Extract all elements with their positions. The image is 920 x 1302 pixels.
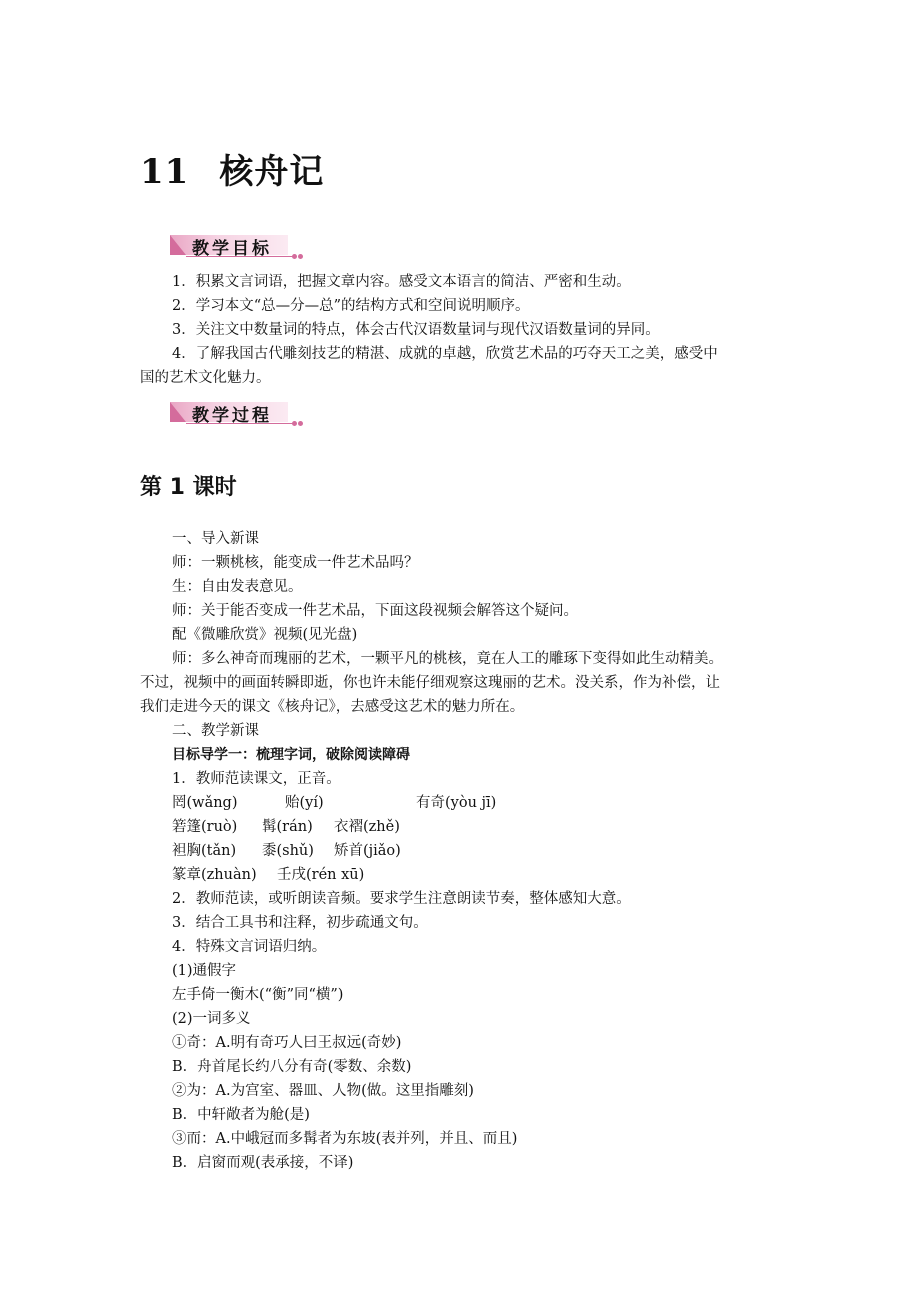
intro-line: 二、教学新课 bbox=[172, 723, 259, 739]
pinyin-item: 袒胸(tǎn) bbox=[172, 843, 237, 859]
intro-line: 师：关于能否变成一件艺术品，下面这段视频会解答这个疑问。 bbox=[172, 603, 578, 619]
banner-label: 教学过程 bbox=[192, 406, 272, 426]
step-line: B．启窗而观(表承接，不译) bbox=[172, 1155, 354, 1171]
pinyin-item: 黍(shǔ) bbox=[262, 843, 314, 859]
intro-line: 配《微雕欣赏》视频(见光盘) bbox=[172, 627, 358, 643]
lesson-number: 11 bbox=[140, 152, 190, 192]
step-line: ②为：A.为宫室、器皿、人物(做。这里指雕刻) bbox=[172, 1083, 474, 1099]
step-line: 2．教师范读，或听朗读音频。要求学生注意朗读节奏，整体感知大意。 bbox=[172, 891, 631, 907]
banner-dot bbox=[292, 254, 297, 259]
intro-line: 师：一颗桃核，能变成一件艺术品吗？ bbox=[172, 555, 419, 571]
process-banner bbox=[170, 400, 302, 428]
intro-line: 生：自由发表意见。 bbox=[172, 579, 303, 595]
step-line: B．中轩敞者为舱(是) bbox=[172, 1107, 310, 1123]
goal-guide-heading: 目标导学一：梳理字词，破除阅读障碍 bbox=[172, 747, 410, 763]
intro-line: 师：多么神奇而瑰丽的艺术，一颗平凡的桃核，竟在人工的雕琢下变得如此生动精美。 bbox=[172, 651, 723, 667]
goal-item-continued: 国的艺术文化魅力。 bbox=[140, 370, 271, 386]
step-line: ①奇：A.明有奇巧人曰王叔远(奇妙) bbox=[172, 1035, 402, 1051]
lesson-title: 核舟记 bbox=[219, 152, 325, 192]
goal-item: 1．积累文言词语，把握文章内容。感受文本语言的简洁、严密和生动。 bbox=[172, 274, 631, 290]
banner-corner bbox=[170, 402, 186, 422]
pinyin-item: 衣褶(zhě) bbox=[334, 819, 400, 835]
step-line: 4．特殊文言词语归纳。 bbox=[172, 939, 327, 955]
step-line: 3．结合工具书和注释，初步疏通文句。 bbox=[172, 915, 428, 931]
intro-line: 一、导入新课 bbox=[172, 531, 259, 547]
intro-line: 我们走进今天的课文《核舟记》，去感受这艺术的魅力所在。 bbox=[140, 699, 525, 715]
banner-dot bbox=[292, 421, 297, 426]
pinyin-item: 壬戌(rén xū) bbox=[277, 867, 365, 883]
banner-corner bbox=[170, 235, 186, 255]
goal-item: 4．了解我国古代雕刻技艺的精湛、成就的卓越，欣赏艺术品的巧夺天工之美，感受中 bbox=[172, 346, 718, 362]
goal-item: 3．关注文中数量词的特点，体会古代汉语数量词与现代汉语数量词的异同。 bbox=[172, 322, 660, 338]
pinyin-item: 篆章(zhuàn) bbox=[172, 867, 257, 883]
lesson-period-title: 第 1 课时 bbox=[140, 475, 237, 500]
step-line: B．舟首尾长约八分有奇(零数、余数) bbox=[172, 1059, 412, 1075]
banner-label: 教学目标 bbox=[192, 239, 272, 259]
pinyin-item: 有奇(yòu jī) bbox=[416, 795, 497, 811]
pinyin-item: 矫首(jiǎo) bbox=[334, 843, 401, 859]
goal-item: 2．学习本文“总—分—总”的结构方式和空间说明顺序。 bbox=[172, 298, 530, 314]
pinyin-item: 髯(rán) bbox=[262, 819, 313, 835]
pinyin-item: 贻(yí) bbox=[285, 795, 324, 811]
banner-dot bbox=[298, 254, 303, 259]
pinyin-item: 箬篷(ruò) bbox=[172, 819, 238, 835]
intro-line: 不过，视频中的画面转瞬即逝，你也许未能仔细观察这瑰丽的艺术。没关系，作为补偿，让 bbox=[140, 675, 720, 691]
step-line: (1)通假字 bbox=[172, 963, 237, 979]
step-line: (2)一词多义 bbox=[172, 1011, 251, 1027]
step-line: 左手倚一衡木(“衡”同“横”) bbox=[172, 987, 344, 1003]
step-line: 1．教师范读课文，正音。 bbox=[172, 771, 341, 787]
goals-banner bbox=[170, 233, 302, 261]
pinyin-item: 罔(wǎng) bbox=[172, 795, 238, 811]
banner-dot bbox=[298, 421, 303, 426]
step-line: ③而：A.中峨冠而多髯者为东坡(表并列，并且、而且) bbox=[172, 1131, 518, 1147]
lesson-heading bbox=[140, 144, 324, 193]
